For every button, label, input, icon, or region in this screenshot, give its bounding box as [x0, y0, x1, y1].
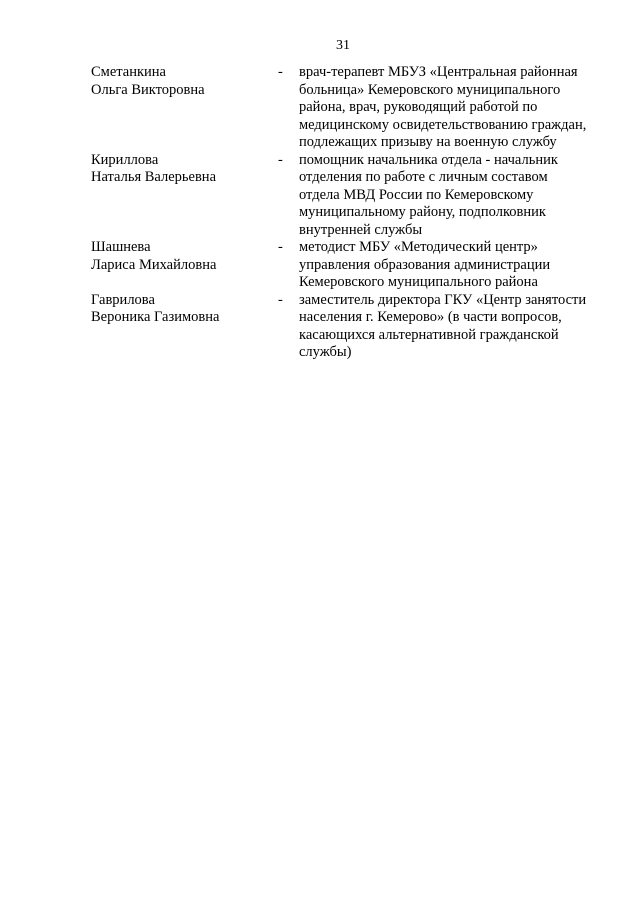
member-surname: Сметанкина [91, 64, 166, 80]
member-surname: Кириллова [91, 151, 159, 168]
position-line: службы) [299, 344, 352, 360]
position-line: врач-терапевт МБУЗ «Центральная районная [299, 64, 578, 80]
position-line: муниципальному району, подполковник [299, 204, 546, 220]
position-line: отдела МВД России по Кемеровскому [299, 186, 534, 203]
member-position [299, 239, 617, 292]
member-name [91, 64, 278, 99]
separator-dash: - [278, 291, 283, 308]
member-entry [91, 292, 611, 362]
member-given-name: Ольга Викторовна [91, 81, 205, 98]
position-line: подлежащих призыву на военную службу [299, 134, 557, 150]
member-given-name: Лариса Михайловна [91, 256, 217, 273]
position-line: населения г. Кемерово» (в части вопросов, [299, 309, 562, 325]
member-given-name: Наталья Валерьевна [91, 169, 216, 185]
member-position [299, 292, 617, 362]
separator-dash: - [278, 151, 283, 168]
commission-member-list [91, 64, 611, 362]
separator-dash: - [278, 239, 283, 255]
position-line: больница» Кемеровского муниципального [299, 81, 561, 98]
member-entry [91, 64, 611, 152]
position-line: медицинскому освидетельствованию граждан, [299, 116, 587, 133]
position-line: методист МБУ «Методический центр» [299, 239, 538, 255]
position-line: Кемеровского муниципального района [299, 274, 538, 290]
position-line: внутренней службы [299, 221, 423, 238]
member-surname: Шашнева [91, 239, 151, 255]
member-entry [91, 152, 611, 240]
position-line: заместитель директора ГКУ «Центр занятости [299, 291, 587, 308]
position-line: управления образования администрации [299, 256, 551, 273]
member-entry [91, 239, 611, 292]
member-position [299, 64, 617, 152]
page-number: 31 [336, 38, 350, 53]
position-line: касающихся альтернативной гражданской [299, 326, 559, 343]
member-position [299, 152, 617, 240]
member-surname: Гаврилова [91, 291, 155, 308]
position-line: района, врач, руководящий работой по [299, 99, 538, 115]
separator-dash: - [278, 64, 283, 80]
member-name [91, 152, 278, 187]
position-line: помощник начальника отдела - начальник [299, 151, 558, 168]
member-name [91, 292, 278, 327]
member-given-name: Вероника Газимовна [91, 309, 220, 325]
position-line: отделения по работе с личным составом [299, 169, 548, 185]
member-name [91, 239, 278, 274]
